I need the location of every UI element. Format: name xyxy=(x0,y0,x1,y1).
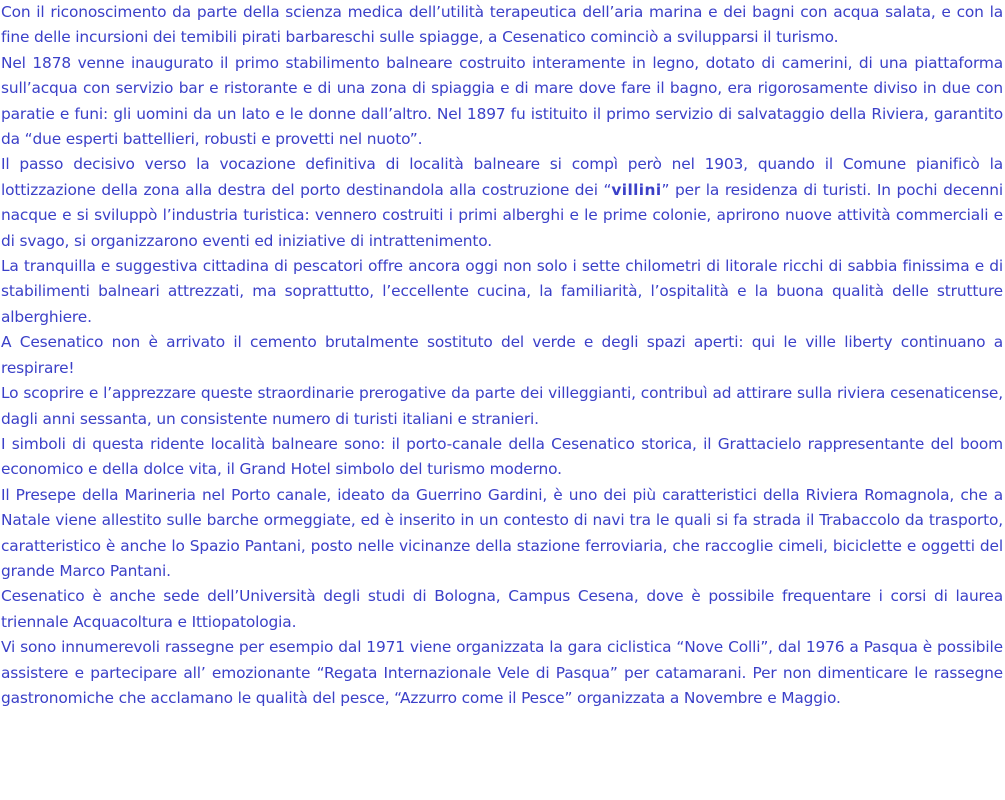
paragraph-symbols: I simboli di questa ridente località balneare sono: il porto-canale della Cesenatico storica, il Grattacielo rappresentante del boom economico e della dolce vita, il Grand Hotel simbolo del turismo moderno. xyxy=(1,434,1003,479)
paragraph-fishing-town: La tranquilla e suggestiva cittadina di pescatori offre ancora oggi non solo i sette chilometri di litorale ricchi di sabbia finissima e di stabilimenti balneari attrezzati, ma soprattutto, l’eccellente cucina, la familiarità, l’ospitalità e la buona qualità delle strutture alberghiere. xyxy=(1,257,1003,326)
paragraph-liberty-villas: A Cesenatico non è arrivato il cemento brutalmente sostituto del verde e degli spazi aperti: qui le ville liberty continuano a respirare! xyxy=(1,333,1003,377)
villini-emphasis: villini xyxy=(611,180,662,199)
paragraph-presepe: Il Presepe della Marineria nel Porto canale, ideato da Guerrino Gardini, è uno dei più caratteristici della Riviera Romagnola, che a Natale viene allestito sulle barche ormeggiate, ed è inserito in un contesto di navi tra le quali si fa strada il Trabaccolo da trasporto, caratteristico è anche lo Spazio Pantani, posto nelle vicinanze della stazione ferroviaria, che raccoglie cimeli, biciclette e oggetti del grande Marco Pantani. xyxy=(1,485,1003,580)
paragraph-events: Vi sono innumerevoli rassegne per esempio dal 1971 viene organizzata la gara ciclistica “Nove Colli”, dal 1976 a Pasqua è possibile assistere e partecipare all’ emozionante “Regata Internazionale Vele di Pasqua” per catamarani. Per non dimenticare le rassegne gastronomiche che acclamano le qualità del pesce, “Azzurro come il Pesce” organizzata a Novembre e Maggio. xyxy=(1,638,1003,707)
paragraph-tourists: Lo scoprire e l’apprezzare queste straordinarie prerogative da parte dei villeggianti, contribuì ad attirare sulla riviera cesenaticense, dagli anni sessanta, un consistente numero di turisti italiani e stranieri. xyxy=(1,384,1003,428)
paragraph-1903-text-before: Il passo decisivo verso la vocazione definitiva di località balneare si compì però nel 1903, quando il Comune pianificò la lottizzazione della zona alla destra del porto destinandola alla costruzione dei “ xyxy=(1,155,1003,199)
paragraph-first-establishment: Nel 1878 venne inaugurato il primo stabilimento balneare costruito interamente in legno, dotato di camerini, di una piattaforma sull’acqua con servizio bar e ristorante e di una zona di spiaggia e di mare dove fare il bagno, era rigorosamente diviso in due con paratie e funi: gli uomini da un lato e le donne dall’altro. Nel 1897 fu istituito il primo servizio di salvataggio della Riviera, garantito da “due esperti battellieri, robusti e provetti nel nuoto”. xyxy=(1,53,1003,149)
paragraph-1903-text-after: ” per la residenza di turisti. In pochi decenni nacque e si sviluppò l’industria turistica: vennero costruiti i primi alberghi e le prime colonie, aprirono nuove attività commerciali e di svago, si organizzarono eventi ed iniziative di intrattenimento. xyxy=(1,180,1003,250)
paragraph-1903 xyxy=(1,152,1003,254)
paragraph-university: Cesenatico è anche sede dell’Università degli studi di Bologna, Campus Cesena, dove è possibile frequentare i corsi di laurea triennale Acquacoltura e Ittiopatologia. xyxy=(1,587,1003,631)
paragraph-intro: Con il riconoscimento da parte della scienza medica dell’utilità terapeutica dell’aria marina e dei bagni con acqua salata, e con la fine delle incursioni dei temibili pirati barbareschi sulle spiagge, a Cesenatico cominciò a svilupparsi il turismo. xyxy=(1,3,1003,47)
